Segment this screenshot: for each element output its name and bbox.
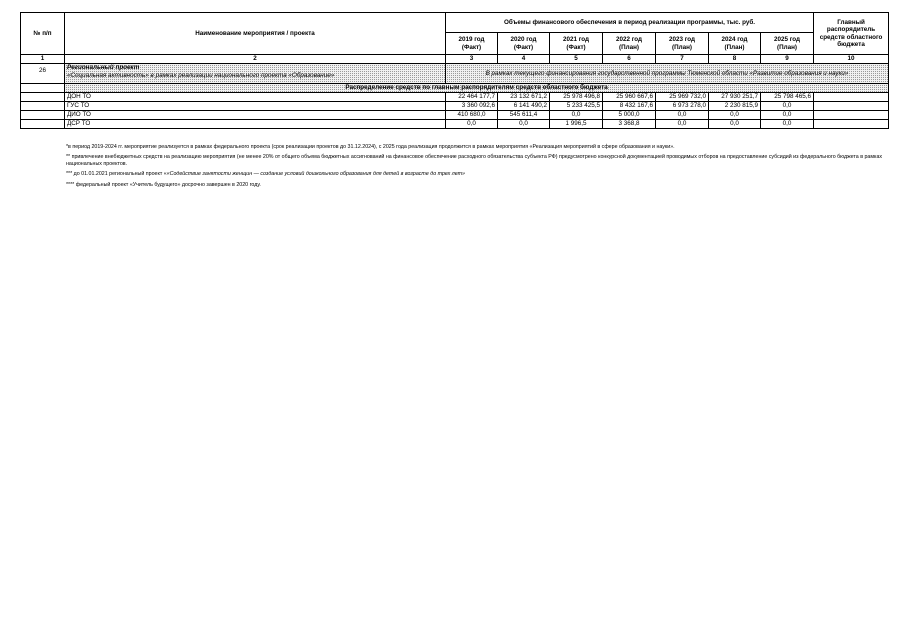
cell-2024: 2 230 815,9 [709,102,761,111]
footnotes [66,144,886,192]
funding-table [20,12,889,129]
cell-2023: 0,0 [656,120,709,129]
header-name: Наименование мероприятия / проекта [65,13,446,55]
cell-2024: 0,0 [709,120,761,129]
header-year-2025: 2025 год (План) [761,33,814,55]
footnote-3: *** до 01.01.2021 региональный проект ««Содействие занятости женщин — создание условий дошкольного образования для детей в возрасте до трех лет» [66,171,465,178]
cell-2025: 0,0 [761,120,814,129]
cell-manager [814,102,889,111]
table-row [21,102,889,111]
column-number: 2 [65,55,446,64]
header-year-2023: 2023 год (План) [656,33,709,55]
header-year-2020: 2020 год (Факт) [498,33,550,55]
header-year-2022: 2022 год (План) [603,33,656,55]
cell-2019: 410 680,0 [446,111,498,120]
cell-2023: 6 973 278,0 [656,102,709,111]
cell-2023: 0,0 [656,111,709,120]
cell-2022: 5 000,0 [603,111,656,120]
column-number: 4 [498,55,550,64]
column-number: 5 [550,55,603,64]
cell-2022: 25 960 667,6 [603,93,656,102]
column-number-row [21,55,889,64]
cell-2021: 0,0 [550,111,603,120]
header-year-2021: 2021 год (Факт) [550,33,603,55]
row-name: ДОН ТО [65,93,446,102]
cell-2019: 0,0 [446,120,498,129]
cell-2020: 23 132 671,2 [498,93,550,102]
cell-2024: 27 930 251,7 [709,93,761,102]
cell-2021: 1 996,5 [550,120,603,129]
cell-2023: 25 969 732,0 [656,93,709,102]
column-number: 7 [656,55,709,64]
row-name: ДИО ТО [65,111,446,120]
cell-2019: 22 464 177,7 [446,93,498,102]
header-funding: Объемы финансового обеспечения в период реализации программы, тыс. руб. [446,13,814,33]
cell-2025: 25 798 465,6 [761,93,814,102]
row-name: ДСР ТО [65,120,446,129]
cell-2020: 545 611,4 [498,111,550,120]
table-row [21,93,889,102]
table-row [21,120,889,129]
project-row [21,64,889,84]
header-no: № п/п [21,13,65,55]
table-row [21,111,889,120]
footnote-4: **** федеральный проект «Учитель будущего» досрочно завершен в 2020 году. [66,181,261,188]
footnote-2: ** привлечение внебюджетных средств на реализацию мероприятия (не менее 20% от общего объема бюджетных ассигнований на финансовое обеспечение расходного обязательства субъекта РФ) предусмотрено конкурсной документацией проводимых отборов на предоставление субсидий из федерального бюджета в рамках национальных проектов. [66,154,883,167]
column-number: 1 [21,55,65,64]
cell-2025: 0,0 [761,111,814,120]
header-manager: Главный распорядитель средств областного бюджета [814,13,889,55]
distribution-title: Распределение средств по главным распорядителям средств областного бюджета [65,84,889,93]
project-subtitle: «Социальная активность» в рамках реализации национального проекта «Образование» [67,71,335,79]
project-funding-note: В рамках текущего финансирования государственной программы Тюменской области «Развитие образования и науки» [446,64,889,84]
cell-2019: 3 360 092,6 [446,102,498,111]
cell-2022: 3 368,8 [603,120,656,129]
cell-2025: 0,0 [761,102,814,111]
cell-manager [814,120,889,129]
column-number: 3 [446,55,498,64]
header-year-2024: 2024 год (План) [709,33,761,55]
cell-2020: 0,0 [498,120,550,129]
project-number: 26 [21,64,65,84]
cell-manager [814,93,889,102]
cell-2024: 0,0 [709,111,761,120]
header-year-2019: 2019 год (Факт) [446,33,498,55]
cell-2020: 6 141 490,2 [498,102,550,111]
project-title: Региональный проект [67,64,140,71]
cell-2021: 25 978 496,8 [550,93,603,102]
project-name [65,64,446,84]
column-number: 6 [603,55,656,64]
footnote-1: *в период 2019-2024 гг. мероприятие реализуется в рамках федерального проекта (срок реализации проектов до 31.12.2024), с 2025 года реализация продолжится в рамках мероприятия «Реализация мероприятий в сфере образования и науки». [66,144,675,150]
cell-manager [814,111,889,120]
column-number: 8 [709,55,761,64]
column-number: 9 [761,55,814,64]
cell-2021: 5 233 425,5 [550,102,603,111]
distribution-row [21,84,889,93]
row-name: ГУС ТО [65,102,446,111]
cell-2022: 8 432 167,6 [603,102,656,111]
column-number: 10 [814,55,889,64]
